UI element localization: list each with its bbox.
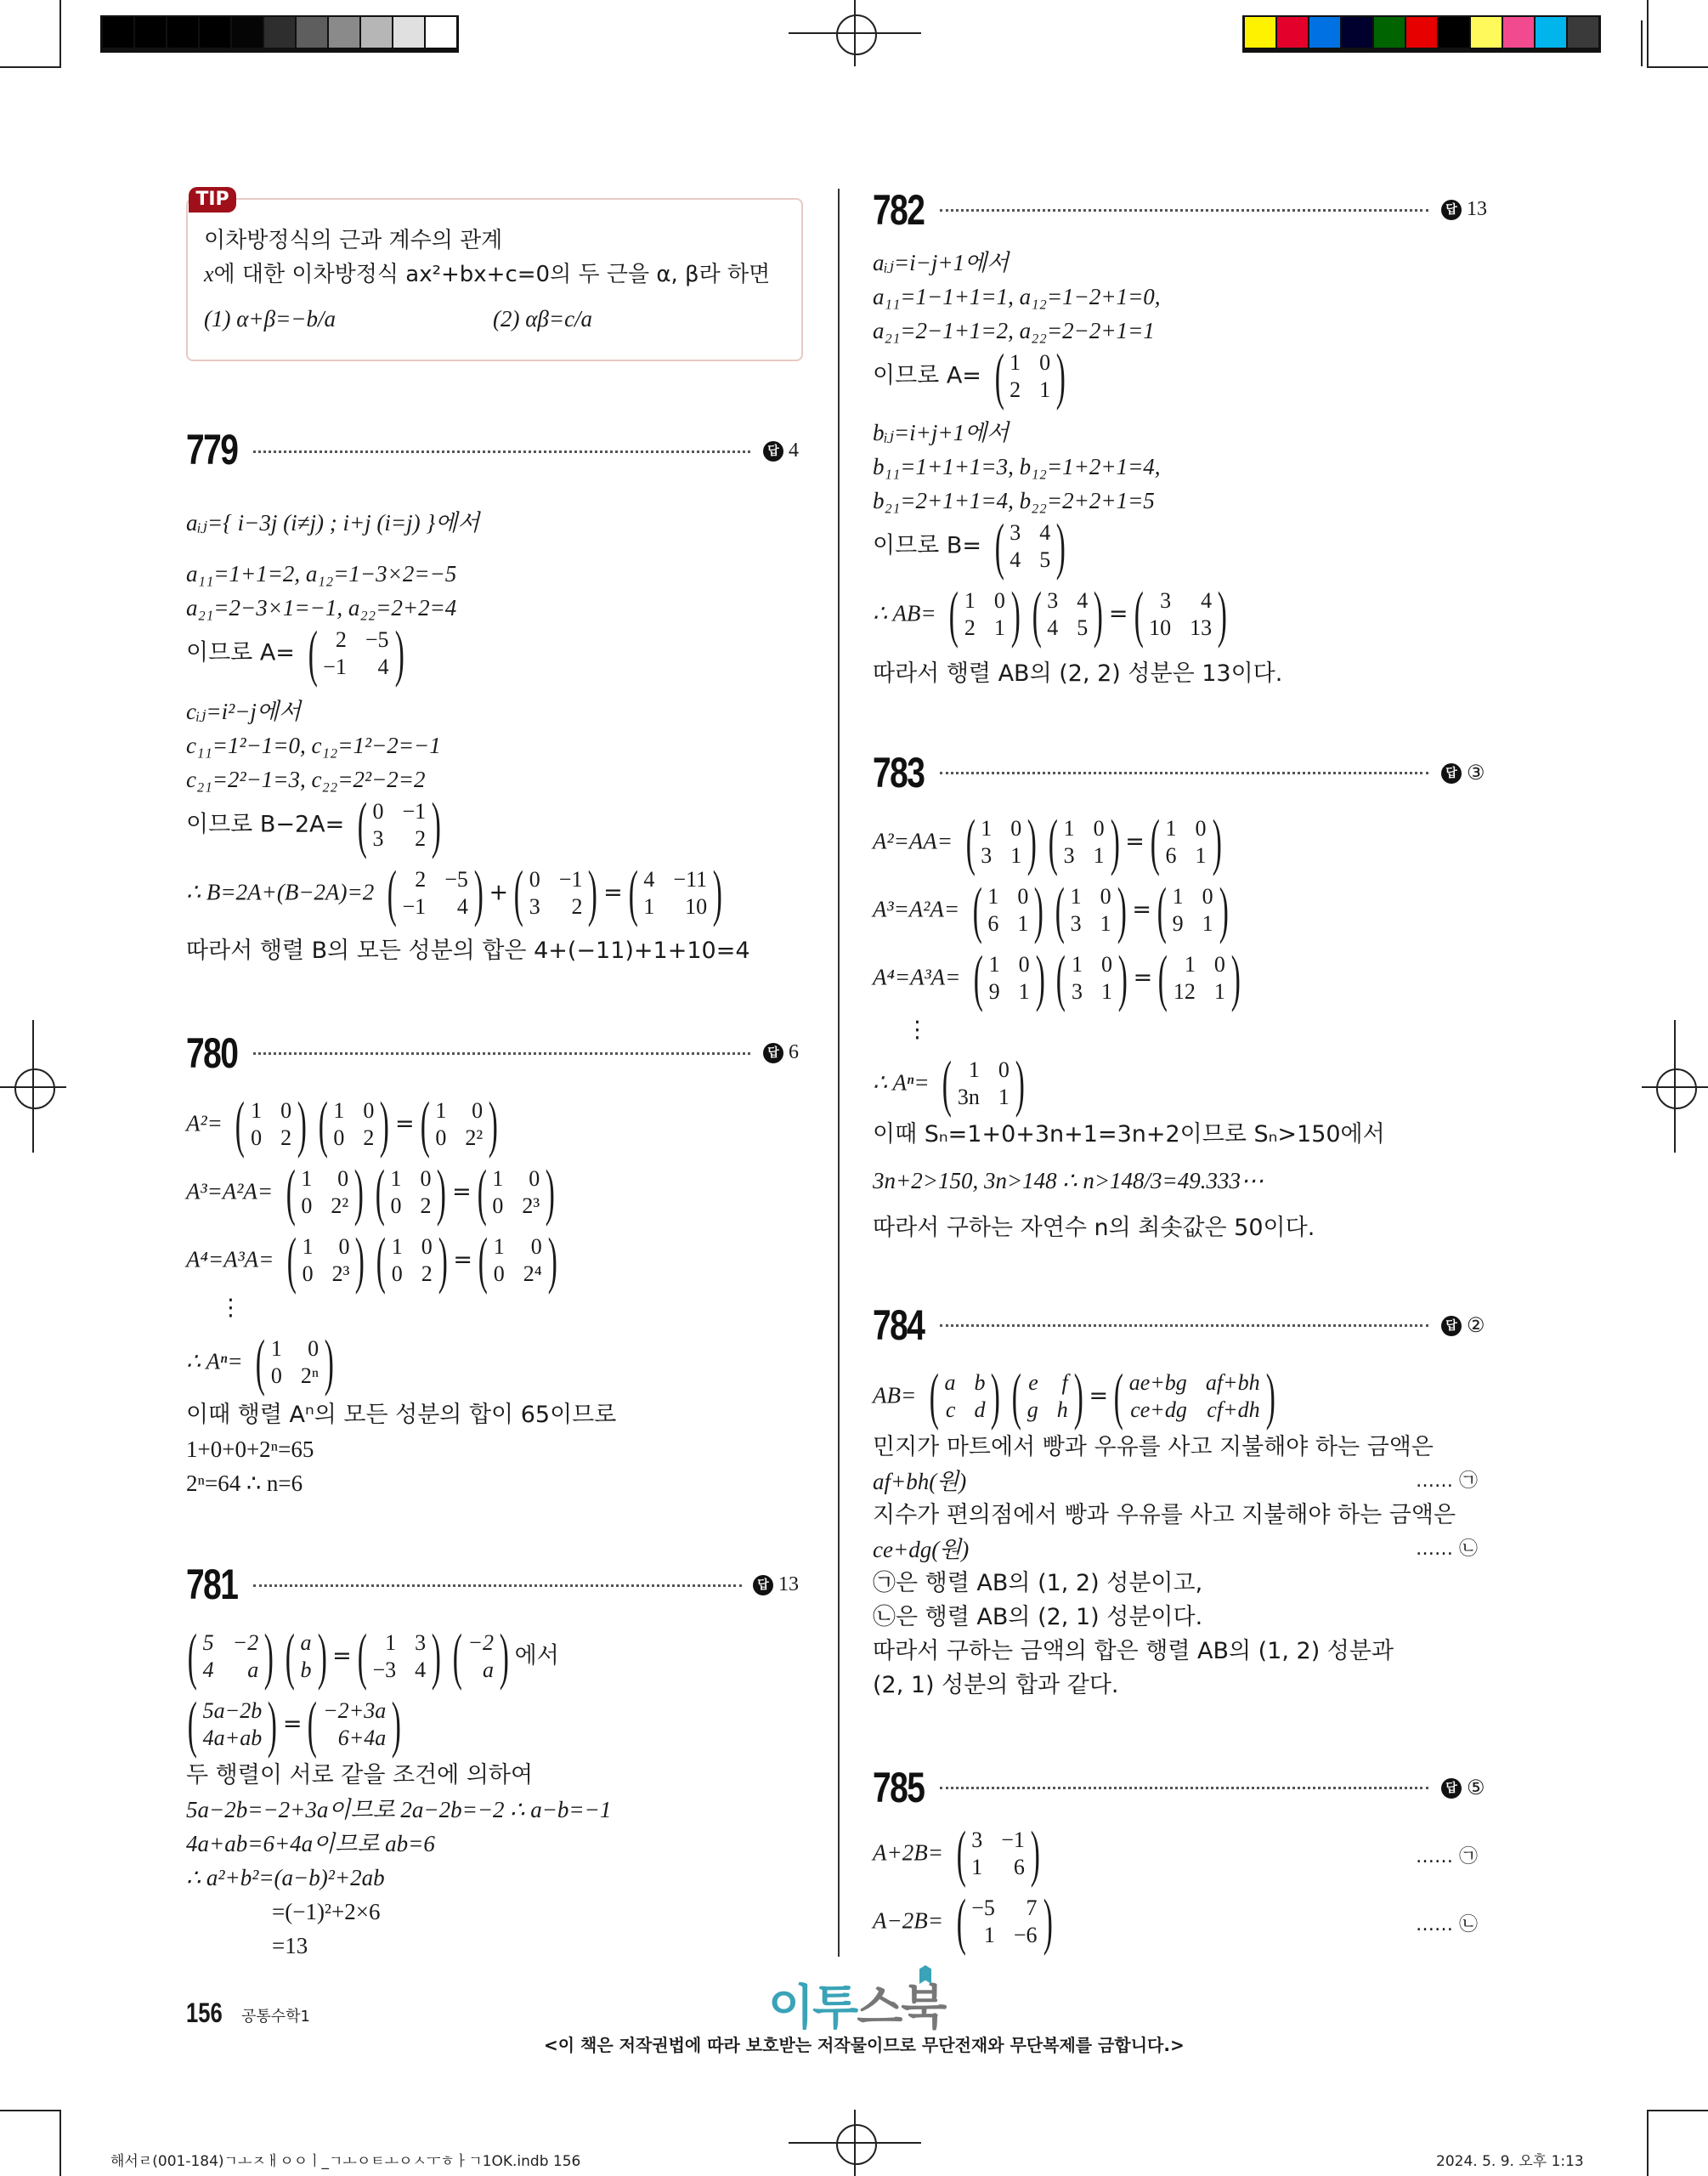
file-slug: 해서ㄹ(001-184)ㄱㅗㅈㅐㅇㅇㅣ_ㄱㅗㅇㅌㅗㅇㅅㅜㅎㅏㄱ1OK.indb 156 <box>110 2153 581 2170</box>
tip-title: 이차방정식의 근과 계수의 관계 <box>204 228 503 253</box>
answer-badge: 답 6 <box>763 1041 799 1064</box>
color-swatch <box>329 17 359 48</box>
answer-badge: 답 13 <box>753 1573 799 1596</box>
problem-number: 781 <box>186 1561 238 1608</box>
tip-formula-sum: (1) α+β=−b/a <box>204 306 337 332</box>
publisher-logo: 이투스북 <box>768 1970 945 2038</box>
color-swatch <box>1471 17 1502 48</box>
marker-a: …… ㉠ <box>1416 1470 1478 1492</box>
cmyk-color-bar <box>1242 15 1601 53</box>
problem-number: 785 <box>873 1764 925 1811</box>
color-swatch <box>1439 17 1469 48</box>
color-swatch <box>1568 17 1598 48</box>
color-swatch <box>426 17 456 48</box>
problem-number: 783 <box>873 749 925 796</box>
color-swatch <box>1374 17 1405 48</box>
print-date: 2024. 5. 9. 오후 1:13 <box>1436 2153 1584 2170</box>
answer-badge: 답 13 <box>1441 198 1487 221</box>
marker-b: …… ㉡ <box>1416 1914 1478 1935</box>
leader-dots <box>253 450 750 453</box>
color-swatch <box>1342 17 1372 48</box>
color-swatch <box>264 17 295 48</box>
color-swatch <box>167 17 198 48</box>
problem-number: 782 <box>873 186 925 234</box>
tip-tag: TIP <box>189 187 236 212</box>
copyright-notice: <이 책은 저작권법에 따라 보호받는 저작물이므로 무단전재와 무단복제를 금합니다.> <box>544 2035 1185 2055</box>
color-swatch <box>1503 17 1534 48</box>
answer-badge: 답 4 <box>763 439 799 462</box>
color-swatch <box>103 17 133 48</box>
color-swatch <box>1277 17 1308 48</box>
answer-badge: 답 ⑤ <box>1441 1776 1485 1800</box>
grayscale-color-bar <box>100 15 459 53</box>
problem-number: 779 <box>186 426 238 473</box>
color-swatch <box>361 17 392 48</box>
color-swatch <box>232 17 263 48</box>
color-swatch <box>200 17 230 48</box>
color-swatch <box>1406 17 1437 48</box>
subject-label: 공통수학1 <box>241 2008 311 2026</box>
problem-number: 784 <box>873 1301 925 1349</box>
marker-a: …… ㉠ <box>1416 1846 1478 1867</box>
page-number: 156 <box>186 1998 223 2028</box>
matrix: ( 2 −5 −1 4 ) <box>308 619 404 688</box>
color-swatch <box>297 17 327 48</box>
color-swatch <box>135 17 166 48</box>
color-swatch <box>1309 17 1340 48</box>
tip-statement: x에 대한 이차방정식 ax²+bx+c=0의 두 근을 α, β라 하면 <box>204 262 771 287</box>
marker-b: …… ㉡ <box>1416 1538 1478 1560</box>
answer-badge: 답 ② <box>1441 1313 1485 1338</box>
tip-formula-product: (2) αβ=c/a <box>493 306 593 332</box>
answer-badge: 답 ③ <box>1441 761 1485 785</box>
answer-icon: 답 <box>763 441 783 462</box>
color-swatch <box>1245 17 1275 48</box>
column-divider <box>838 189 840 1957</box>
problem-number: 780 <box>186 1029 238 1077</box>
color-swatch <box>1536 17 1566 48</box>
color-swatch <box>393 17 424 48</box>
